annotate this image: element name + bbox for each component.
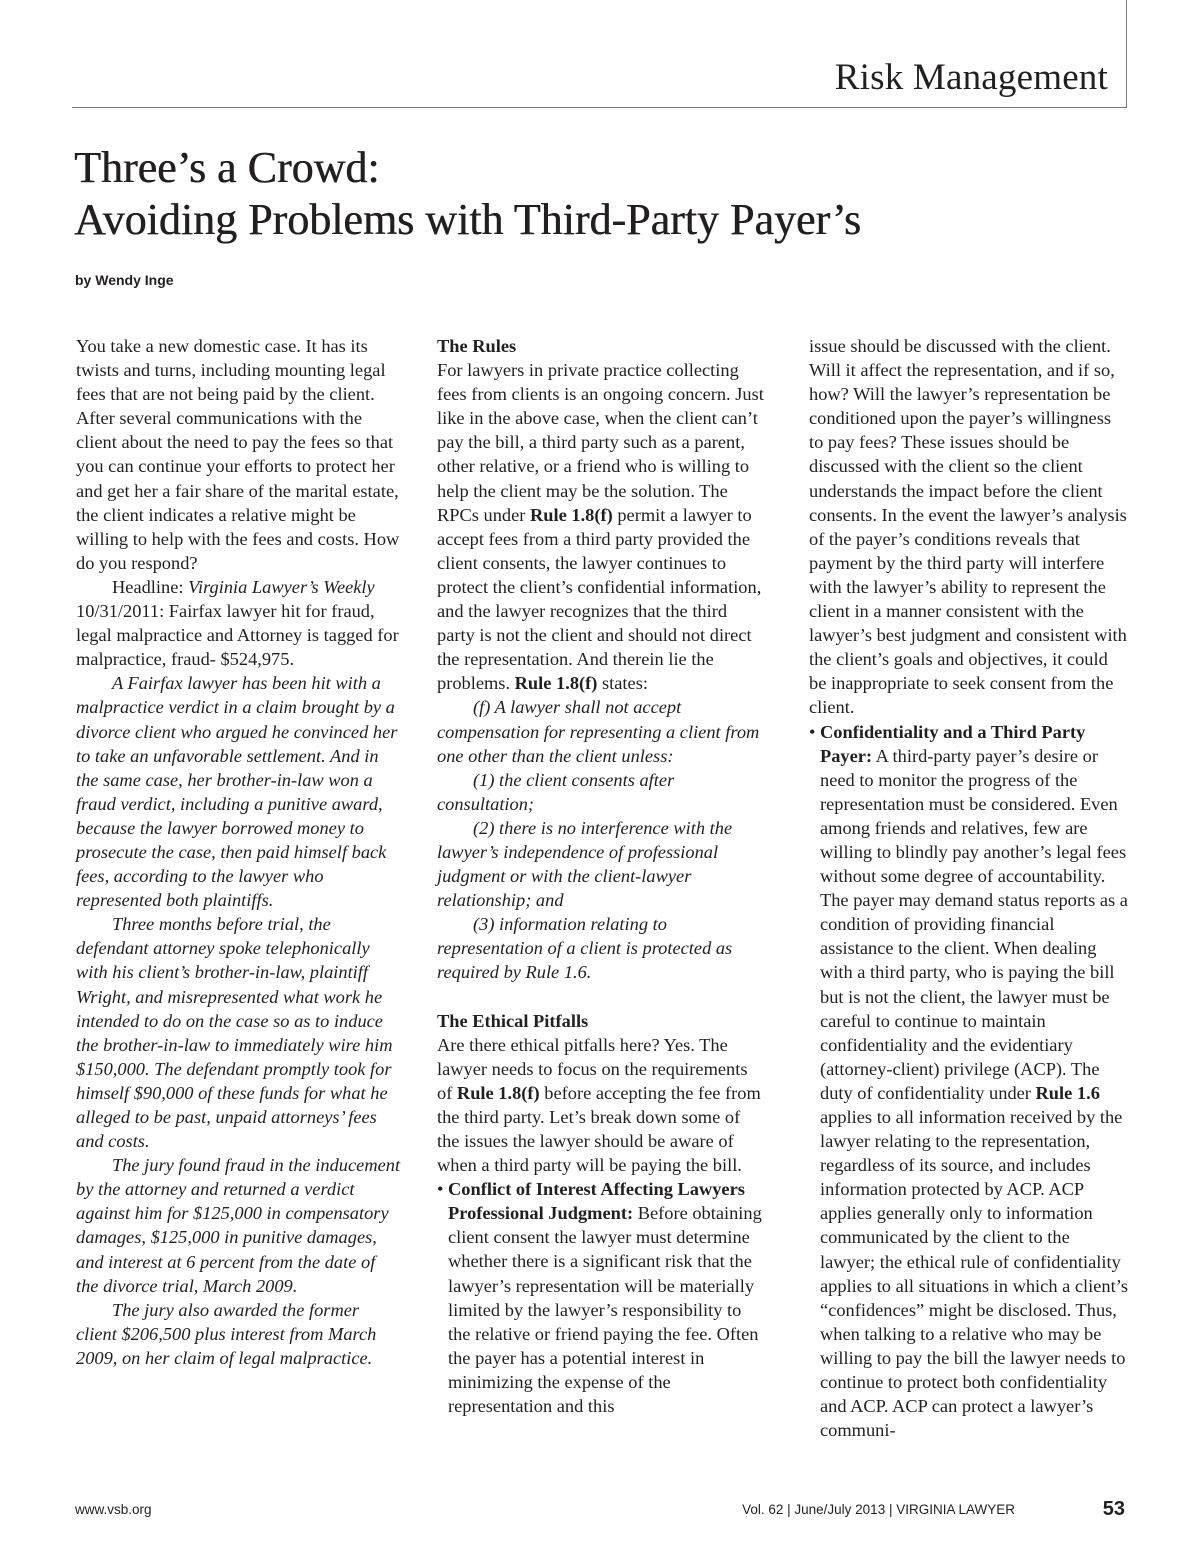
rules-heading: The Rules <box>437 336 517 356</box>
section-label: Risk Management <box>834 57 1108 98</box>
pitfalls-paragraph <box>437 1033 767 1178</box>
rule-reference: Rule 1.8(f) <box>456 1082 540 1103</box>
column-1 <box>76 334 402 1370</box>
headline-paragraph <box>76 575 402 671</box>
case-quote-paragraph: A Fairfax lawyer has been hit with a malpractice verdict in a claim brought by a divorce client who argued he convinced her to take an unfavorable settlement. And in the same case, her brother-in-law won a fraud verdict, including a punitive award, because the lawyer borrowed money to prosecute the case, then paid himself back fees, according to the lawyer who represented both plaintiffs. <box>76 673 398 911</box>
page-number: 53 <box>1102 1498 1125 1520</box>
intro-paragraph: You take a new domestic case. It has its twists and turns, including mounting legal fees that are not being paid by the client. After several communications with the client about the need to pay the fees so that you can continue your efforts to protect her and get her a fair share of the marital estate, the client indicates a relative might be willing to help with the fees and costs. How do you respond? <box>76 336 400 573</box>
headline-publication: Virginia Lawyer’s Weekly <box>188 576 375 597</box>
column-3 <box>809 334 1129 1442</box>
headline-text: 10/31/2011: Fairfax lawyer hit for fraud, legal malpractice and Attorney is tagged for malpractice, fraud- $524,975. <box>76 601 399 670</box>
rules-paragraph <box>437 358 767 695</box>
continued-paragraph: issue should be discussed with the client. Will it affect the representation, and if so, how? Will the lawyer’s representation be conditioned upon the payer’s willingness to pay fees? These issues should be discussed with the client so the client understands the impact before the client consents. In the event the lawyer’s analysis of the payer’s conditions reveals that payment by the third party will interfere with the lawyer’s ability to represent the client in a manner consistent with the lawyer’s best judgment and consistent with the client’s goals and objectives, it could be inappropriate to seek consent from the client. <box>809 336 1127 718</box>
article-title-line-1: Three’s a Crowd: <box>74 143 380 192</box>
rules-text: states: <box>597 673 648 694</box>
list-item <box>809 720 1129 1443</box>
article-title-line-2: Avoiding Problems with Third-Party Payer’s <box>74 195 862 244</box>
pitfalls-list <box>437 1177 767 1418</box>
rule-reference: Rule 1.8(f) <box>514 673 598 694</box>
header-horizontal-rule <box>72 107 1127 108</box>
article-title <box>74 142 1074 246</box>
pitfalls-text: before accepting the fee from the third party. Let’s break down some of the issues the lawyer should be aware of when a third party will be paying the bill. <box>437 1082 761 1176</box>
case-quote-paragraph: The jury found fraud in the inducement by the attorney and returned a verdict against him for $125,000 in compensatory damages, $125,000 in punitive damages, and interest at 6 percent from the date of the divorce trial, March 2009. <box>76 1155 401 1296</box>
footer-issue: Vol. 62 | June/July 2013 | VIRGINIA LAWYER <box>742 1502 1015 1517</box>
bullet-text: Before obtaining client consent the lawyer must determine whether there is a significant risk that the lawyer’s representation will be materially limited by the lawyer’s responsibility to the relative or friend paying the fee. Often the payer has a potential interest in minimizing the expense of the representation and this <box>448 1203 762 1417</box>
rule-reference: Rule 1.6 <box>1035 1082 1100 1103</box>
rule-quote-1: (1) the client consents after consultation; <box>437 769 675 814</box>
byline: by Wendy Inge <box>75 272 174 288</box>
bullet-text: A third-party payer’s desire or need to monitor the progress of the representation must be considered. Even among friends and relatives, few are willing to blindly pay another’s legal fees without some degree of accountability. The payer may demand status reports as a condition of providing financial assistance to the client. When dealing with a third party, who is paying the bill but is not the client, the lawyer must be careful to continue to maintain confidentiality and the evidentiary (attorney-client) privilege (ACP). The duty of confidentiality under <box>820 745 1128 1103</box>
rule-quote-3: (3) information relating to representation of a client is protected as required by Rule 1.6. <box>437 914 733 983</box>
spacer <box>437 985 767 1009</box>
rule-reference: Rule 1.8(f) <box>530 504 613 525</box>
bullet-text: applies to all information received by the lawyer relating to the representation, regardless of its source, and includes information protected by ACP. ACP applies generally only to information communicated by the client to the lawyer; the ethical rule of confidentiality applies to all situations in which a client’s “confidences” might be disclosed. Thus, when talking to a relative who may be willing to pay the bill the lawyer needs to continue to protect both confidentiality and ACP. ACP can protect a lawyer’s communi- <box>820 1107 1128 1441</box>
headline-label: Headline: <box>112 576 189 597</box>
case-quote-paragraph: The jury also awarded the former client $206,500 plus interest from March 2009, on her claim of legal malpractice. <box>76 1299 377 1368</box>
list-item <box>437 1177 767 1418</box>
case-quote-paragraph: Three months before trial, the defendant attorney spoke telephonically with his client’s brother-in-law, plaintiff Wright, and misrepresented what work he intended to do on the case so as to induce the brother-in-law to immediately wire him $150,000. The defendant promptly took for himself $90,000 of these funds for what he alleged to be past, unpaid attorneys’ fees and costs. <box>76 914 393 1152</box>
rule-quote-f: (f) A lawyer shall not accept compensation for representing a client from one other than the client unless: <box>437 697 760 766</box>
footer-website: www.vsb.org <box>75 1502 152 1517</box>
pitfalls-heading: The Ethical Pitfalls <box>437 1010 589 1031</box>
bullet-title: Conflict of Interest Affecting Lawyers Professional Judgment: <box>448 1179 745 1224</box>
pitfalls-text: Are there ethical pitfalls here? Yes. The lawyer needs to focus on the requirements of <box>437 1034 748 1103</box>
column-2 <box>437 334 767 1418</box>
pitfalls-list-continued <box>809 720 1129 1443</box>
bullet-title: Confidentiality and a Third Party Payer: <box>820 721 1086 766</box>
rules-text: For lawyers in private practice collecting fees from clients is an ongoing concern. Just like in the above case, when the client can’t pay the bill, a third party such as a parent, other relative, or a friend who is willing to help the client may be the solution. The RPCs under <box>437 360 764 525</box>
rule-quote-2: (2) there is no interference with the lawyer’s independence of professional judgment or with the client-lawyer relationship; and <box>437 817 733 911</box>
header-vertical-rule <box>1126 0 1127 108</box>
rules-text: permit a lawyer to accept fees from a third party provided the client consents, the lawyer continues to protect the client’s confidential information, and the lawyer recognizes that the third party is not the client and should not direct the representation. And therein lie the problems. <box>437 504 762 694</box>
